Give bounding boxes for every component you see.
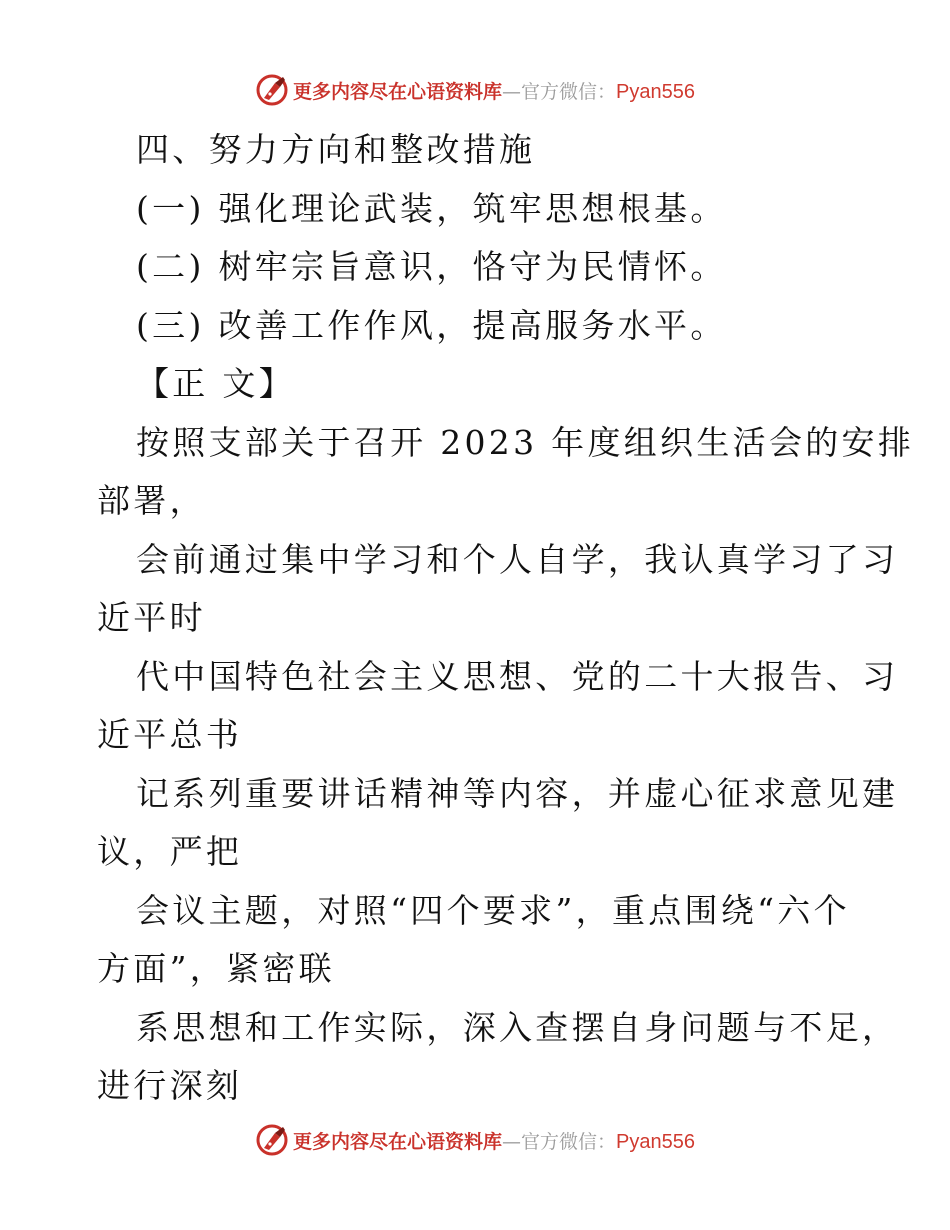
body-line: 按照支部关于召开 2023 年度组织生活会的安排: [136, 422, 915, 462]
body-line: 系思想和工作实际，深入查摆自身问题与不足，: [136, 1007, 899, 1047]
banner-dash: —: [502, 80, 522, 103]
document-body: [97, 121, 915, 1116]
body-line: (三) 改善工作作风，提高服务水平。: [136, 305, 727, 345]
banner-text: [293, 1127, 695, 1154]
pen-nib-logo-icon: [255, 73, 289, 107]
banner-brand: 更多内容尽在心语资料库: [293, 1130, 503, 1153]
banner-dash: —: [502, 1130, 522, 1153]
body-line: 议，严把: [97, 832, 243, 871]
banner-label: 官方微信：: [521, 80, 617, 103]
body-line: 方面”，紧密联: [97, 949, 335, 988]
pen-nib-logo-icon: [255, 1123, 289, 1157]
body-line: 近平时: [97, 598, 206, 637]
banner-brand: 更多内容尽在心语资料库: [293, 80, 503, 103]
body-line: (一) 强化理论武装，筑牢思想根基。: [136, 188, 727, 228]
body-line: 近平总书: [97, 715, 243, 754]
header-banner: [0, 70, 950, 110]
banner-text: [293, 77, 695, 104]
body-line: 会议主题，对照“四个要求”，重点围绕“六个: [136, 890, 850, 930]
body-line: 进行深刻: [97, 1066, 243, 1105]
body-line: 代中国特色社会主义思想、党的二十大报告、习: [136, 656, 899, 696]
body-line: 记系列重要讲话精神等内容，并虚心征求意见建: [136, 773, 899, 813]
body-line: 【正 文】: [136, 364, 295, 403]
body-line: (二) 树牢宗旨意识，恪守为民情怀。: [136, 247, 727, 286]
banner-handle: Pyan556: [616, 1130, 695, 1153]
body-line: 四、努力方向和整改措施: [136, 130, 536, 169]
footer-banner: [0, 1120, 950, 1160]
body-line: 会前通过集中学习和个人自学，我认真学习了习: [136, 539, 899, 579]
banner-label: 官方微信：: [521, 1130, 617, 1153]
body-line: 部署，: [97, 481, 206, 520]
banner-handle: Pyan556: [616, 80, 695, 103]
